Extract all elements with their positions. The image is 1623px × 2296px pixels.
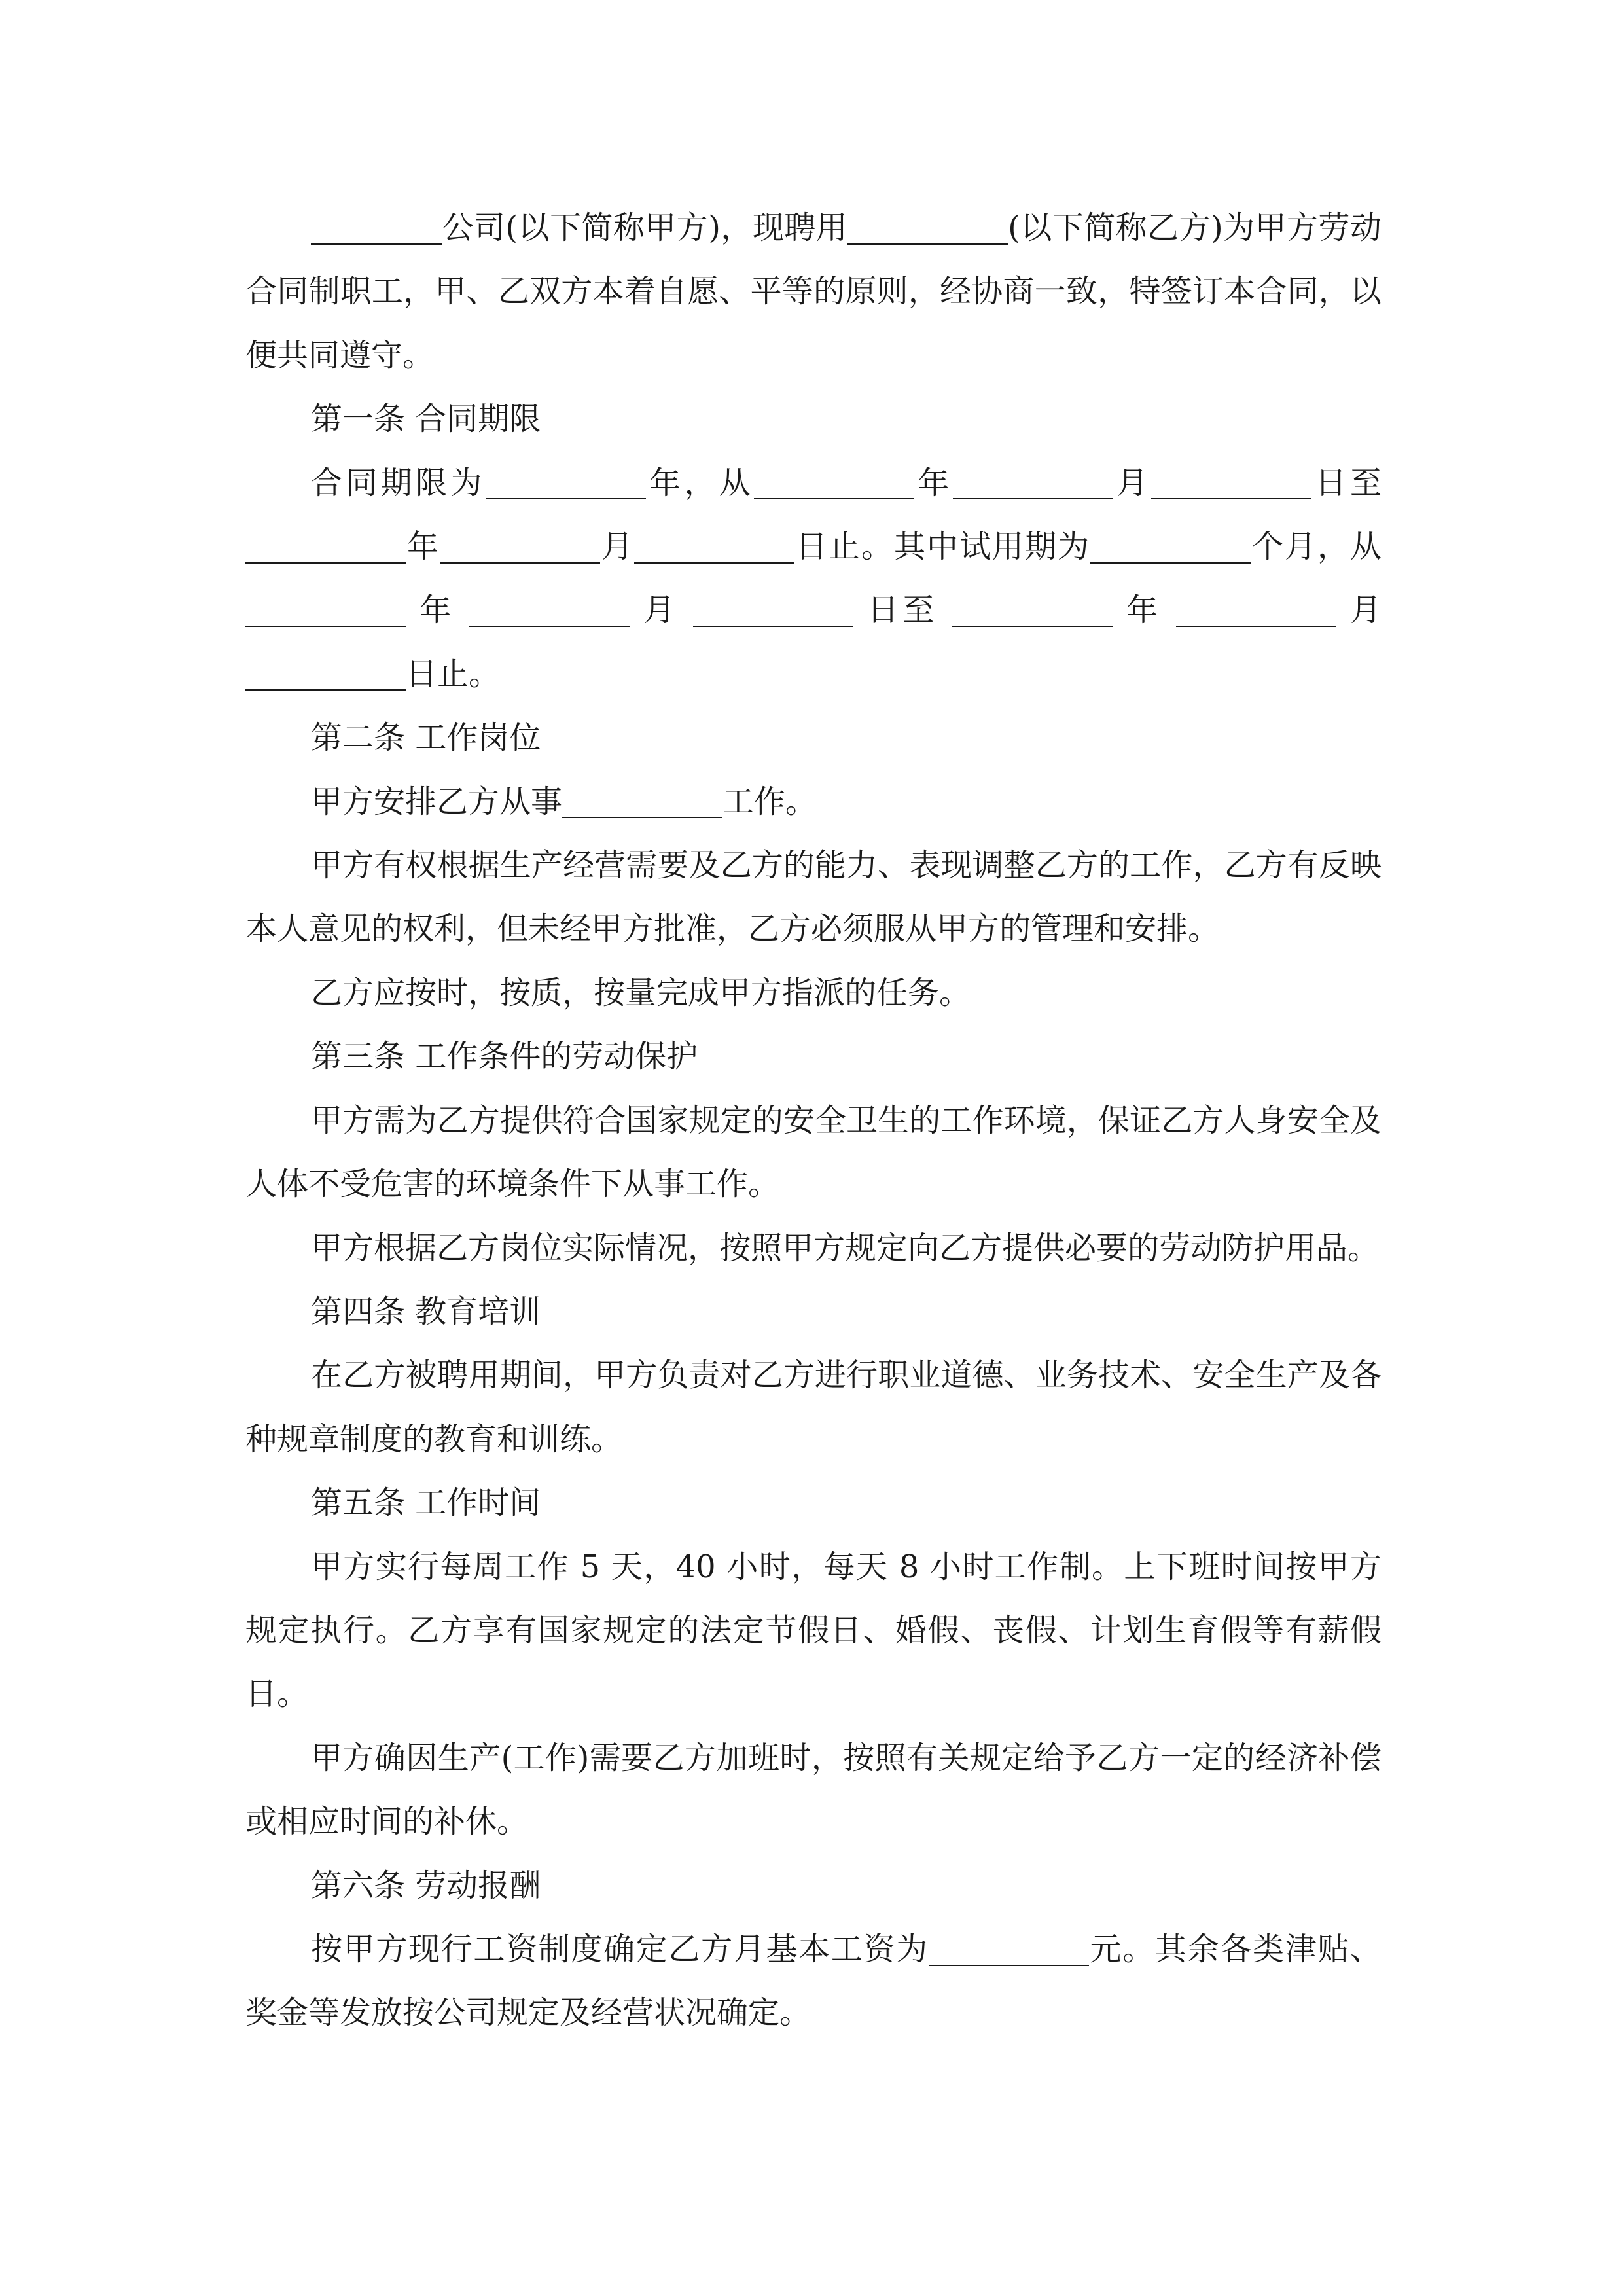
article-5-heading: 第五条 工作时间 (311, 1484, 541, 1522)
end-day-blank[interactable] (634, 531, 794, 564)
probation-months-blank[interactable] (1090, 531, 1251, 564)
end-year-blank[interactable] (245, 531, 406, 564)
contract-term-paragraph: 合同期限为 年，从 年 月 日至年 月 日止。其中试用期为 个月，从 年 月 日至 年 月 日止。 (245, 452, 1382, 707)
intro-paragraph: 公司(以下简称甲方)，现聘用 (以下简称乙方)为甲方劳动合同制职工，甲、乙双方本着自愿、平等的原则，经协商一致，特签订本合同，以便共同遵守。 (245, 209, 1382, 374)
working-hours-paragraph: 甲方实行每周工作 5 天，40 小时，每天 8 小时工作制。上下班时间按甲方规定执行。乙方享有国家规定的法定节假日、婚假、丧假、计划生育假等有薪假日。 (245, 1548, 1382, 1713)
work-environment-paragraph: 甲方需为乙方提供符合国家规定的安全卫生的工作环境，保证乙方人身安全及人体不受危害的环境条件下从事工作。 (245, 1102, 1382, 1203)
start-year-blank[interactable] (754, 467, 914, 499)
end-month-blank[interactable] (440, 531, 600, 564)
job-position-paragraph: 甲方安排乙方从事 工作。 (311, 783, 817, 820)
protective-equipment-paragraph: 甲方根据乙方岗位实际情况，按照甲方规定向乙方提供必要的劳动防护用品。 (311, 1229, 1380, 1266)
article-3-heading: 第三条 工作条件的劳动保护 (311, 1038, 698, 1075)
article-1-heading: 第一条 合同期限 (311, 401, 541, 438)
term-years-blank[interactable] (486, 467, 646, 499)
article-6-heading: 第六条 劳动报酬 (311, 1867, 541, 1904)
start-day-blank[interactable] (1151, 467, 1311, 499)
probation-start-day-blank[interactable] (693, 594, 853, 627)
task-completion-paragraph: 乙方应按时，按质，按量完成甲方指派的任务。 (311, 974, 971, 1011)
article-2-heading: 第二条 工作岗位 (311, 719, 541, 757)
probation-end-year-blank[interactable] (952, 594, 1113, 627)
contract-body (245, 196, 1382, 2045)
probation-end-month-blank[interactable] (1176, 594, 1336, 627)
salary-paragraph: 按甲方现行工资制度确定乙方月基本工资为 元。其余各类津贴、奖金等发放按公司规定及经营状况确定。 (245, 1930, 1382, 2032)
article-4-heading: 第四条 教育培训 (311, 1293, 541, 1330)
job-adjustment-paragraph: 甲方有权根据生产经营需要及乙方的能力、表现调整乙方的工作，乙方有反映本人意见的权利，但未经甲方批准，乙方必须服从甲方的管理和安排。 (245, 847, 1382, 948)
start-month-blank[interactable] (953, 467, 1113, 499)
base-salary-blank[interactable] (929, 1933, 1089, 1966)
job-title-blank[interactable] (562, 785, 722, 818)
overtime-paragraph: 甲方确因生产(工作)需要乙方加班时，按照有关规定给予乙方一定的经济补偿或相应时间的补休。 (245, 1739, 1382, 1840)
training-paragraph: 在乙方被聘用期间，甲方负责对乙方进行职业道德、业务技术、安全生产及各种规章制度的教育和训练。 (245, 1357, 1382, 1458)
company-name-blank[interactable] (311, 212, 442, 245)
probation-end-day-blank[interactable] (245, 658, 406, 691)
probation-start-month-blank[interactable] (469, 594, 630, 627)
probation-start-year-blank[interactable] (245, 594, 406, 627)
employee-name-blank[interactable] (847, 212, 1008, 245)
